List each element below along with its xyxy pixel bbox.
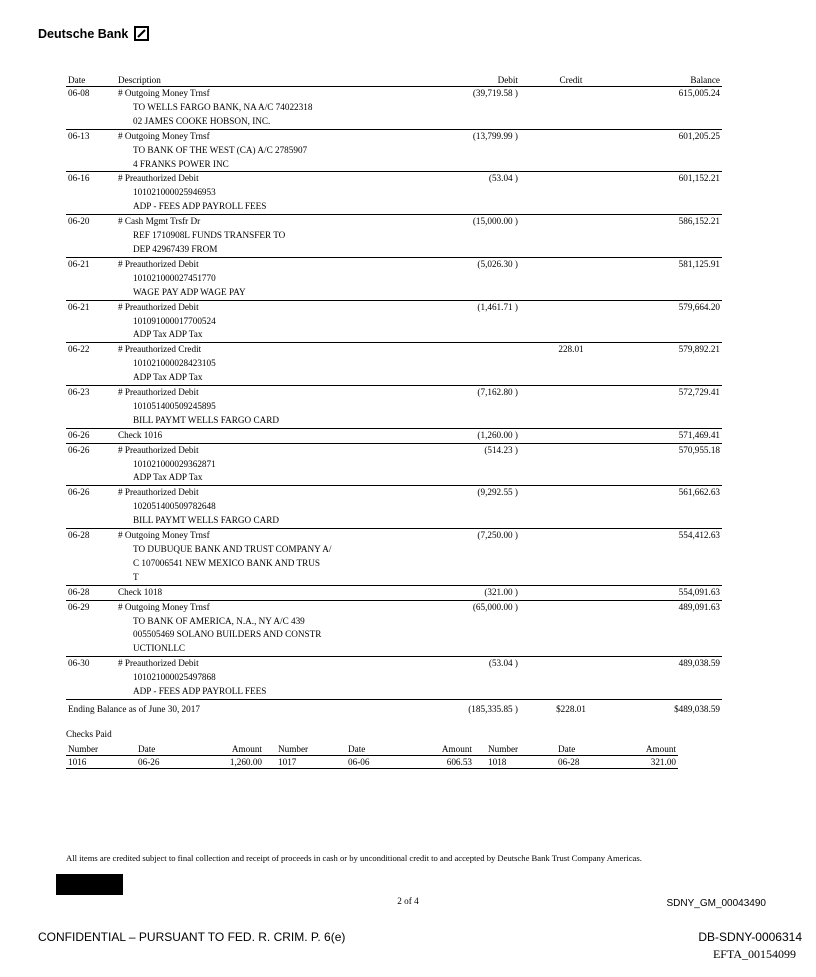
transaction-description-line: # Preauthorized Debit [118,301,199,312]
transaction-description-line: # Preauthorized Credit [118,344,202,355]
transaction-debit: (65,000.00 ) [366,600,520,657]
check-date: 06-28 [556,756,626,769]
transaction-date: 06-21 [66,300,116,343]
transaction-description-line: BILL PAYMT WELLS FARGO CARD [133,515,279,526]
transaction-balance: 586,152.21 [622,215,722,258]
transaction-description-line: BILL PAYMT WELLS FARGO CARD [133,414,279,425]
transaction-description [116,343,366,386]
transaction-description-line: # Preauthorized Debit [118,387,199,398]
transaction-description-line: ADP - FEES ADP PAYROLL FEES [133,686,267,697]
transaction-description-line: # Preauthorized Debit [118,444,199,455]
transaction-row [66,129,722,172]
transaction-description-line: 101091000017700524 [133,315,216,326]
transaction-date: 06-30 [66,657,116,700]
transaction-description [116,172,366,215]
transaction-row [66,300,722,343]
transaction-description-line: 101021000025946953 [133,187,216,198]
transaction-balance: 554,412.63 [622,529,722,586]
ending-credit-total: $228.01 [556,703,586,714]
redaction-block [56,874,123,895]
transaction-description-line: 005505469 SOLANO BUILDERS AND CONSTR [133,629,322,640]
transaction-description-line: TO BANK OF THE WEST (CA) A/C 2785907 [133,144,308,155]
transaction-row [66,443,722,486]
ending-balance-label: Ending Balance as of June 30, 2017 [68,703,200,714]
transaction-balance: 581,125.91 [622,257,722,300]
transaction-description [116,657,366,700]
checks-header-amount: Amount [206,743,276,756]
transaction-date: 06-16 [66,172,116,215]
checks-header-number: Number [66,743,136,756]
transaction-date: 06-26 [66,486,116,529]
transaction-date: 06-26 [66,443,116,486]
transaction-description-line: 101021000025497868 [133,672,216,683]
checks-header-date: Date [136,743,206,756]
document-id-efta: EFTA_00154099 [712,947,796,961]
transaction-description-line: TO DUBUQUE BANK AND TRUST COMPANY A/ [133,544,332,554]
checks-paid-row [66,756,678,769]
transaction-debit [366,343,520,386]
column-header-debit: Debit [366,73,520,87]
transaction-credit [520,443,622,486]
transaction-description-line: # Preauthorized Debit [118,173,199,184]
transaction-description-line: 101021000029362871 [133,458,216,469]
transaction-description-line: # Preauthorized Debit [118,658,199,669]
transaction-credit [520,529,622,586]
transaction-description [116,443,366,486]
checks-header-number: Number [486,743,556,756]
column-header-balance: Balance [622,73,722,87]
transaction-date: 06-29 [66,600,116,657]
transaction-date: 06-23 [66,386,116,429]
transaction-description-line: 4 FRANKS POWER INC [133,158,229,169]
transaction-credit [520,129,622,172]
transaction-date: 06-28 [66,585,116,600]
transaction-credit [520,428,622,443]
transaction-description [116,87,366,130]
transaction-balance: 571,469.41 [622,428,722,443]
checks-header-date: Date [346,743,416,756]
transaction-description-line: # Preauthorized Debit [118,258,199,269]
transaction-balance: 615,005.24 [622,87,722,130]
checks-paid-section [66,728,678,769]
ending-balance-row [66,699,722,717]
transaction-date: 06-22 [66,343,116,386]
transaction-description-line: ADP - FEES ADP PAYROLL FEES [133,201,267,212]
transaction-description-line: TO WELLS FARGO BANK, NA A/C 74022318 [133,101,313,112]
transaction-date: 06-26 [66,428,116,443]
transaction-description-line: Check 1018 [118,586,163,597]
transaction-credit [520,257,622,300]
transaction-description [116,386,366,429]
transaction-debit: (39,719.58 ) [366,87,520,130]
transaction-balance: 489,038.59 [622,657,722,700]
transaction-debit: (514.23 ) [366,443,520,486]
transaction-credit [520,657,622,700]
transaction-debit: (53.04 ) [366,657,520,700]
check-number: 1018 [486,756,556,769]
check-amount: 321.00 [626,756,678,769]
transaction-description-line: Check 1016 [118,429,163,440]
transaction-description-line: ADP Tax ADP Tax [133,329,203,340]
footer-disclaimer: All items are credited subject to final collection and receipt of proceeds in cash or by unconditional credit to and accepted by Deutsche Bank Trust Company Americas. [66,853,642,863]
transaction-description-line: 101051400509245895 [133,400,216,411]
transaction-description [116,215,366,258]
check-number: 1016 [66,756,136,769]
transaction-description-line: # Outgoing Money Trnsf [118,130,210,141]
transaction-row [66,486,722,529]
transaction-description-line: T [133,571,139,582]
transaction-description-line: DEP 42967439 FROM [133,243,218,254]
transaction-balance: 579,892.21 [622,343,722,386]
transaction-description-line: # Preauthorized Debit [118,487,199,498]
transaction-description-line: 02 JAMES COOKE HOBSON, INC. [133,115,271,126]
transaction-debit: (7,162.80 ) [366,386,520,429]
transaction-credit [520,600,622,657]
transaction-row [66,529,722,586]
page-number: 2 of 4 [397,896,419,906]
transaction-row [66,585,722,600]
ending-debit-total: (185,335.85 ) [468,703,518,714]
transaction-description-line: UCTIONLLC [133,643,186,654]
transaction-balance: 489,091.63 [622,600,722,657]
bank-header [38,26,149,41]
column-header-credit: Credit [520,73,622,87]
check-date: 06-26 [136,756,206,769]
transaction-credit [520,486,622,529]
checks-header-number: Number [276,743,346,756]
transactions-body [66,87,722,700]
transaction-debit: (15,000.00 ) [366,215,520,258]
transaction-description-line: 101021000028423105 [133,358,216,369]
transaction-date: 06-13 [66,129,116,172]
transaction-date: 06-08 [66,87,116,130]
transaction-description-line: # Outgoing Money Trnsf [118,530,210,541]
transaction-balance: 561,662.63 [622,486,722,529]
transaction-row [66,657,722,700]
transaction-balance: 554,091.63 [622,585,722,600]
transaction-description-line: WAGE PAY ADP WAGE PAY [133,286,246,297]
transaction-date: 06-28 [66,529,116,586]
transaction-description-line: # Cash Mgmt Trsfr Dr [118,216,201,227]
column-header-date: Date [66,73,116,87]
transaction-description [116,428,366,443]
checks-paid-title: Checks Paid [66,729,112,739]
transaction-row [66,215,722,258]
transaction-row [66,386,722,429]
transaction-debit: (9,292.55 ) [366,486,520,529]
checks-header-amount: Amount [626,743,678,756]
transaction-balance: 601,205.25 [622,129,722,172]
check-date: 06-06 [346,756,416,769]
transaction-row [66,257,722,300]
transaction-debit: (13,799.99 ) [366,129,520,172]
transaction-debit: (1,260.00 ) [366,428,520,443]
transaction-debit: (1,461.71 ) [366,300,520,343]
transaction-description-line: 101021000027451770 [133,272,216,283]
transaction-description-line: # Outgoing Money Trnsf [118,601,210,612]
transaction-description [116,486,366,529]
transaction-description-line: TO BANK OF AMERICA, N.A., NY A/C 439 [133,615,305,626]
transaction-balance: 601,152.21 [622,172,722,215]
transaction-description [116,300,366,343]
checks-paid-header-row [66,743,678,756]
transaction-credit [520,585,622,600]
transaction-description-line: ADP Tax ADP Tax [133,372,203,383]
transaction-debit: (7,250.00 ) [366,529,520,586]
transaction-row [66,172,722,215]
transaction-credit [520,172,622,215]
transaction-description-line: # Outgoing Money Trnsf [118,88,210,98]
transaction-description-line: C 107006541 NEW MEXICO BANK AND TRUS [133,557,320,568]
checks-header-date: Date [556,743,626,756]
transaction-balance: 579,664.20 [622,300,722,343]
transaction-description [116,129,366,172]
transaction-description-line: ADP Tax ADP Tax [133,472,203,483]
ending-balance-total: $489,038.59 [674,703,720,714]
transaction-debit: (5,026.30 ) [366,257,520,300]
transaction-row [66,87,722,130]
transaction-description-line: 102051400509782648 [133,501,216,512]
column-header-description: Description [116,73,366,87]
transactions-header-row [66,73,722,87]
document-id-db-sdny: DB-SDNY-0006314 [698,930,802,944]
checks-header-amount: Amount [416,743,486,756]
transaction-balance: 572,729.41 [622,386,722,429]
transaction-row [66,600,722,657]
transaction-row [66,343,722,386]
transaction-description-line: REF 1710908L FUNDS TRANSFER TO [133,230,286,241]
transaction-description [116,585,366,600]
transaction-credit [520,215,622,258]
bank-name: Deutsche Bank [38,26,129,41]
check-amount: 606.53 [416,756,486,769]
transaction-row [66,428,722,443]
transaction-debit: (53.04 ) [366,172,520,215]
transactions-table [66,73,722,717]
check-number: 1017 [276,756,346,769]
transaction-balance: 570,955.18 [622,443,722,486]
checks-paid-table [66,743,678,769]
transaction-description [116,529,366,586]
transaction-description [116,257,366,300]
transaction-credit: 228.01 [520,343,622,386]
transaction-debit: (321.00 ) [366,585,520,600]
transaction-credit [520,87,622,130]
transaction-description [116,600,366,657]
transaction-credit [520,300,622,343]
deutsche-bank-slash-logo-icon [134,26,149,41]
transaction-date: 06-20 [66,215,116,258]
document-id-sdny-gm: SDNY_GM_00043490 [666,898,766,909]
confidential-notice: CONFIDENTIAL – PURSUANT TO FED. R. CRIM. P. 6(e) [38,930,346,944]
check-amount: 1,260.00 [206,756,276,769]
transaction-credit [520,386,622,429]
transaction-date: 06-21 [66,257,116,300]
